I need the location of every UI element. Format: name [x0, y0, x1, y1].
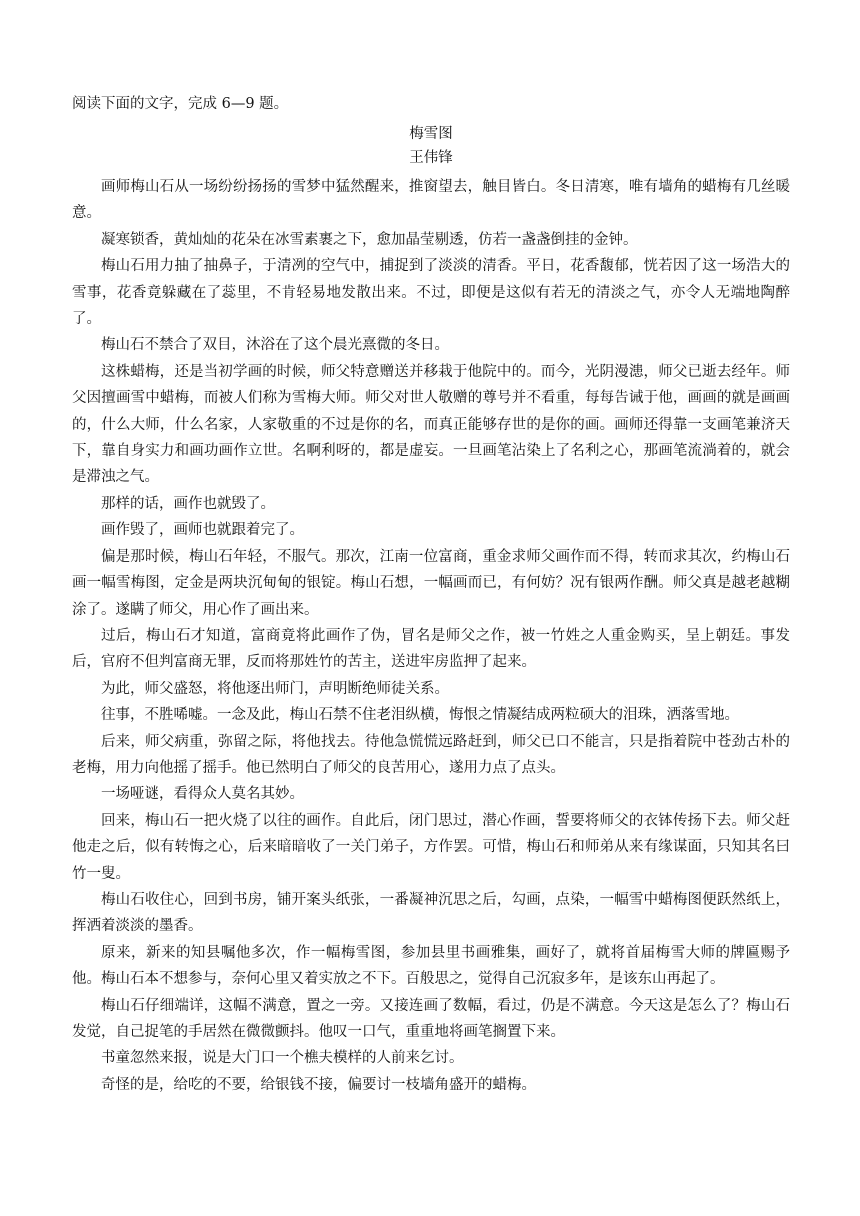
paragraph: 原来，新来的知县嘱他多次，作一幅梅雪图，参加县里书画雅集，画好了，就将首届梅雪大师的牌匾赐予他。梅山石本不想参与，奈何心里又着实放之不下。百般思之，觉得自己沉寂多年，是该东山再起了。 [72, 944, 790, 988]
paragraph: 回来，梅山石一把火烧了以往的画作。自此后，闭门思过，潜心作画，誓要将师父的衣钵传扬下去。师父赶他走之后，似有转悔之心，后来暗暗收了一关门弟子，方作罢。可惜，梅山石和师弟从来有缘谋面，只知其名曰竹一叟。 [72, 812, 790, 882]
paragraph: 书童忽然来报，说是大门口一个樵夫模样的人前来乞讨。 [101, 1050, 464, 1067]
paragraph: 那样的话，画作也就毁了。 [101, 495, 275, 512]
paragraph: 奇怪的是，给吃的不要，给银钱不接，偏要讨一枝墙角盛开的蜡梅。 [101, 1076, 536, 1093]
paragraph: 往事，不胜唏嘘。一念及此，梅山石禁不住老泪纵横，悔恨之情凝结成两粒硕大的泪珠，洒落雪地。 [101, 707, 739, 724]
paragraph: 梅山石不禁合了双目，沐浴在了这个晨光熹微的冬日。 [101, 337, 449, 354]
paragraph: 过后，梅山石才知道，富商竟将此画作了伪，冒名是师父之作，被一竹姓之人重金购买，呈上朝廷。事发后，官府不但判富商无罪，反而将那姓竹的苦主，送进牢房监押了起来。 [72, 627, 790, 671]
paragraph: 凝寒锁香，黄灿灿的花朵在冰雪素裹之下，愈加晶莹剔透，仿若一盏盏倒挂的金钟。 [101, 231, 638, 248]
paragraph: 这株蜡梅，还是当初学画的时候，师父特意赠送并移栽于他院中的。而今，光阴漫漶，师父已逝去经年。师父因擅画雪中蜡梅，而被人们称为雪梅大师。师父对世人敬赠的尊号并不看重，每每告诫于他，画画的就是画画的，什么大师，什么名家，人家敬重的不过是你的名，而真正能够存世的是你的画。画师还得靠一支画笔兼济天下，靠自身实力和画功画作立世。名啊利呀的，都是虚妄。一旦画笔沾染上了名利之心，那画笔流淌着的，就会是滞浊之气。 [72, 363, 790, 486]
paragraph: 后来，师父病重，弥留之际，将他找去。待他急慌慌远路赶到，师父已口不能言，只是指着院中苍劲古朴的老梅，用力向他摇了摇手。他已然明白了师父的良苦用心，遂用力点了点头。 [72, 733, 790, 776]
paragraph: 梅山石仔细端详，这幅不满意，置之一旁。又接连画了数幅，看过，仍是不满意。今天这是怎么了？梅山石发觉，自己捉笔的手居然在微微颤抖。他叹一口气，重重地将画笔搁置下来。 [72, 997, 790, 1040]
article-author: 王伟锋 [409, 150, 453, 166]
article-title: 梅雪图 [409, 126, 453, 142]
paragraph: 梅山石用力抽了抽鼻子，于清冽的空气中，捕捉到了淡淡的清香。平日，花香馥郁，恍若因了这一场浩大的雪事，花香竟躲藏在了蕊里，不肯轻易地发散出来。不过，即便是这似有若无的清淡之气，亦令人无端地陶醉了。 [72, 258, 790, 328]
paragraph: 为此，师父盛怒，将他逐出师门，声明断绝师徒关系。 [101, 680, 449, 697]
paragraph: 画师梅山石从一场纷纷扬扬的雪梦中猛然醒来，推窗望去，触目皆白。冬日清寒，唯有墙角的蜡梅有几丝暖意。 [72, 179, 790, 222]
paragraph: 偏是那时候，梅山石年轻，不服气。那次，江南一位富商，重金求师父画作而不得，转而求其次，约梅山石画一幅雪梅图，定金是两块沉甸甸的银锭。梅山石想，一幅画而已，有何妨？况有银两作酬。师父真是越老越糊涂了。遂瞒了师父，用心作了画出来。 [72, 548, 790, 618]
paragraph: 画作毁了，画师也就跟着完了。 [101, 522, 304, 539]
paragraph: 梅山石收住心，回到书房，铺开案头纸张，一番凝神沉思之后，勾画，点染，一幅雪中蜡梅图便跃然纸上，挥洒着淡淡的墨香。 [72, 891, 790, 935]
document-page [72, 92, 790, 1098]
article-body [72, 174, 790, 1098]
paragraph: 一场哑谜，看得众人莫名其妙。 [101, 786, 304, 803]
instruction-text: 阅读下面的文字，完成 6—9 题。 [72, 96, 289, 112]
